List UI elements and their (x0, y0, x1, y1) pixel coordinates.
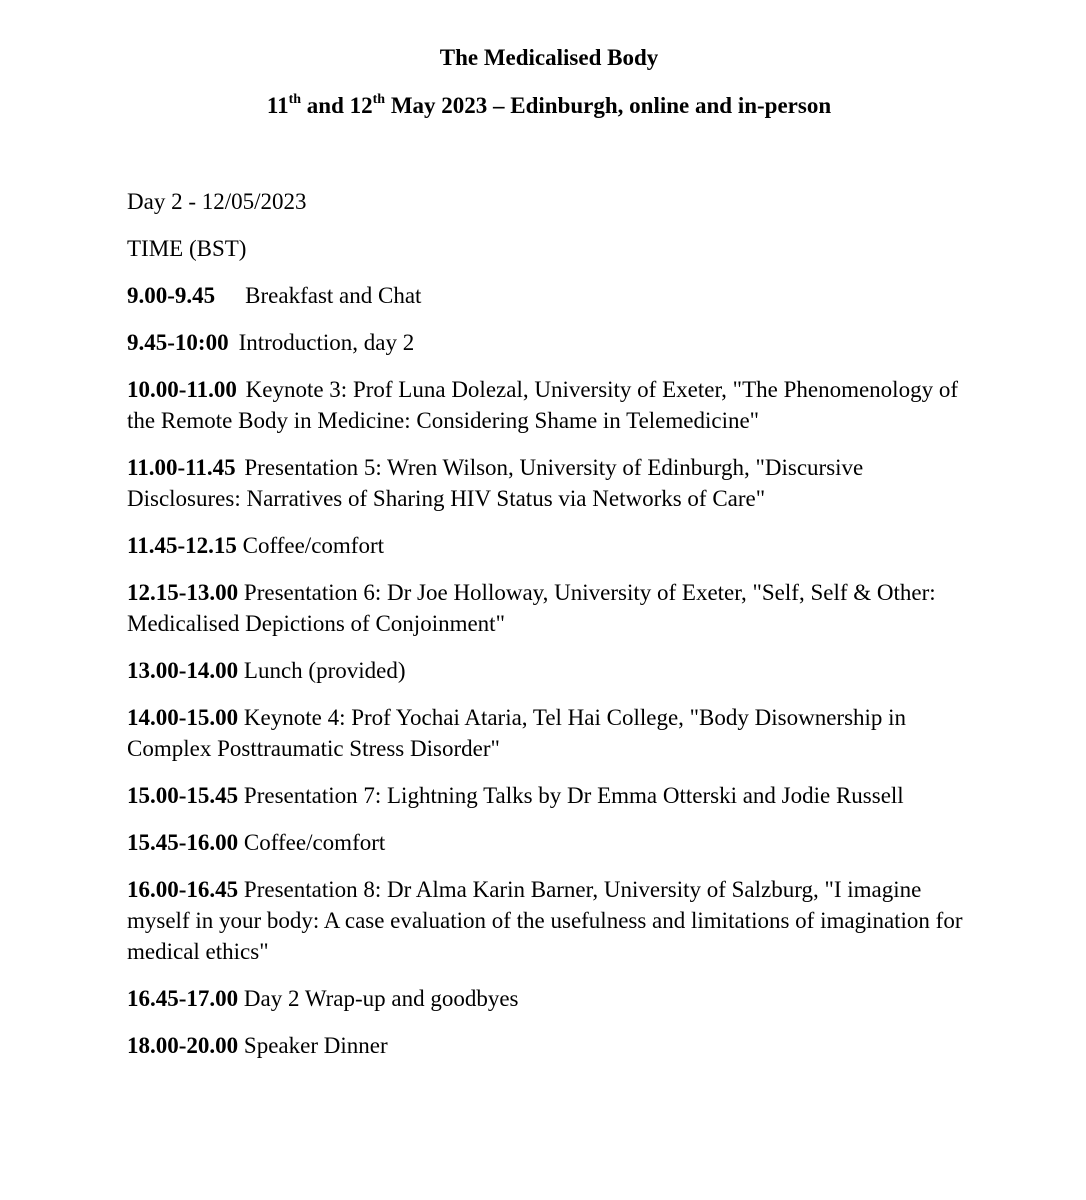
entry-time: 12.15-13.00 (127, 580, 239, 605)
entry-time: 9.00-9.45 (127, 283, 216, 308)
entry-time: 16.45-17.00 (127, 986, 239, 1011)
entry-text: Keynote 4: Prof Yochai Ataria, Tel Hai College, "Body Disownership in Complex Posttraumatic Stress Disorder" (127, 705, 907, 761)
entry-time: 16.00-16.45 (127, 877, 239, 902)
schedule-entry (127, 327, 977, 358)
document-title: The Medicalised Body (439, 45, 659, 70)
schedule-entry (127, 530, 977, 561)
schedule-entry (127, 780, 977, 811)
entry-time: 15.45-16.00 (127, 830, 239, 855)
entry-time: 10.00-11.00 (127, 377, 237, 402)
entry-time: 15.00-15.45 (127, 783, 239, 808)
subtitle-day1-suffix: th (288, 92, 302, 108)
subtitle-day1: 11 (266, 93, 289, 118)
time-header: TIME (BST) (127, 236, 247, 261)
entry-text: Lunch (provided) (243, 658, 406, 683)
schedule-entry (127, 577, 977, 639)
entry-time: 11.45-12.15 (127, 533, 237, 558)
entry-text: Presentation 8: Dr Alma Karin Barner, University of Salzburg, "I imagine myself in your body: A case evaluation of the usefulness and limitations of imagination for medical ethics" (127, 877, 963, 964)
entry-text: Introduction, day 2 (238, 330, 415, 355)
schedule-content (127, 186, 977, 1077)
entry-text: Breakfast and Chat (245, 283, 422, 308)
schedule-entry (127, 874, 977, 967)
schedule-entry (127, 374, 977, 436)
entry-time: 13.00-14.00 (127, 658, 239, 683)
title-block (0, 42, 1086, 122)
schedule-entry (127, 827, 977, 858)
entry-text: Coffee/comfort (243, 830, 386, 855)
schedule-entry (127, 1030, 977, 1061)
entry-text: Speaker Dinner (243, 1033, 388, 1058)
subtitle-rest: May 2023 – Edinburgh, online and in-person (385, 93, 832, 118)
entry-time: 18.00-20.00 (127, 1033, 239, 1058)
day-header: Day 2 - 12/05/2023 (127, 189, 307, 214)
entry-text: Presentation 6: Dr Joe Holloway, University of Exeter, "Self, Self & Other: Medicalised Depictions of Conjoinment" (127, 580, 936, 636)
entry-time: 11.00-11.45 (127, 455, 236, 480)
entry-time: 9.45-10:00 (127, 330, 229, 355)
entry-text: Day 2 Wrap-up and goodbyes (243, 986, 519, 1011)
entry-time: 14.00-15.00 (127, 705, 239, 730)
schedule-entry (127, 983, 977, 1014)
schedule-entry (127, 702, 977, 764)
entry-text: Presentation 7: Lightning Talks by Dr Emma Otterski and Jodie Russell (243, 783, 904, 808)
schedule-entry (127, 280, 977, 311)
schedule-entry (127, 655, 977, 686)
subtitle-day2-suffix: th (372, 92, 386, 108)
entry-text: Coffee/comfort (242, 533, 384, 558)
entry-text: Presentation 5: Wren Wilson, University of Edinburgh, "Discursive Disclosures: Narratives of Sharing HIV Status via Networks of Care" (127, 455, 864, 511)
subtitle-connector: and 12 (301, 93, 373, 118)
schedule-entry (127, 452, 977, 514)
entry-text: Keynote 3: Prof Luna Dolezal, University of Exeter, "The Phenomenology of the Remote Body in Medicine: Considering Shame in Telemedicine" (127, 377, 958, 433)
document-subtitle (0, 90, 1086, 122)
